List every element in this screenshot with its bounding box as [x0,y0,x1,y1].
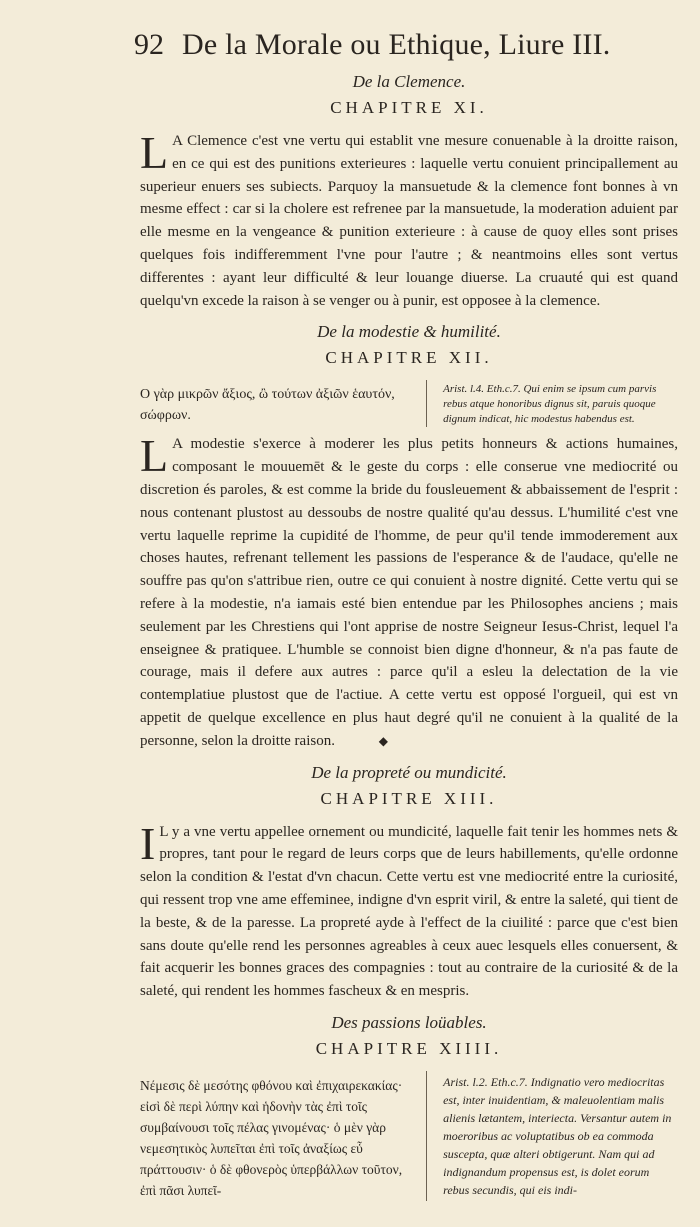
latin-note: Arist. l.2. Eth.c.7. Indignatio vero mediocritas est, inter inuidentiam, & maleuolentiam malis alienis lætantem, interiecta. Versantur autem in moeroribus ac voluptatibus ob ea commoda suscepta, quæ alteri obtigerunt. Nam qui ad indignandum propensus est, is dolet eorum rebus secundis, qui eis indi- [443,1074,672,1197]
ornament-mark: ◆ [378,733,388,748]
section-title: De la propreté ou mundicité. [311,762,507,782]
paragraph-body: A modestie s'exerce à moderer les plus petits honneurs & actions humaines, composant le mouuemēt & le geste du corps : elle conserue vne mediocrité ou discretion és paroles, & est comme la bride du fousleuement & abbaissement de l'esprit : nous contenant plustost au dessoubs de nostre qualité qu'au dessus. L'humilité c'est vne vertu laquelle reprime la cupidité de l'homme, de peur qu'il tende immoderement aux choses hautes, refrenant tellement les passions de l'esperance & de l'audace, qu'elle ne souffre pas qu'on s'attribue rien, outre ce qui conuient à nostre dignité. Cette vertu qui se refere à la modestie, n'a iamais esté bien entendue par les Philosophes anciens ; mais seulement par les Chrestiens qui l'ont apprise de nostre Seigneur Iesus-Christ, lequel l'a enseignee & pratiquee. L'humble se connoist bien digne d'honneur, & n'a pas faute de courage, mais il defere aux autres : parce qu'il a esleu la delectation de la vie contemplatiue plustost que de l'actiue. A cette vertu est opposé l'orgueil, qui est vn appetit de quelque excellence en plus haut degré qu'il ne conuient à la qualité de la personne, selon la droitte raison. [140,436,678,749]
chapter-xi [140,72,678,312]
drop-capital: I [140,817,156,869]
chapter-text [140,127,678,312]
chapter-text [140,817,678,1003]
column-divider [426,1071,427,1201]
section-title: Des passions loüables. [331,1012,487,1032]
running-title: De la Morale ou Ethique, Liure III. [182,28,611,61]
greek-quotation: Νέμεσις δὲ μεσότης φθόνου καὶ ἐπιχαιρεκακίας· εἰσὶ δὲ περὶ λύπην καὶ ἡδονὴν τὰς ἐπὶ τοῖς συμβαίνουσι τοῖς πέλας γινομένας· ὁ μὲν γὰρ νεμεσητικὸς λυπεῖται ἐπὶ τοῖς ἀναξίως εὖ πράττουσιν· ὁ δὲ φθονερὸς ὑπερβάλλων τοῦτον, ἐπὶ πᾶσι λυπεῖ- [140,1077,403,1198]
running-head [134,28,678,62]
page-number: 92 [134,28,164,61]
drop-capital: L [140,430,169,482]
paragraph-body: A Clemence c'est vne vertu qui establit vne mesure conuenable à la droitte raison, en ce qui est des punitions exterieures : laquelle vertu conuient principallement au superieur enuers ses subiects. Parquoy la mansuetude & la clemence font bonnes à vn mesme effect : car si la cholere est refrenee par la mansuetude, la moderation aduient par elle mesme en la vengeance & punition exterieure : à cause de quoy elles sont prises quelques fois indifferemment l'vne pour l'autre ; & neantmoins elles sont vertus differentes : ayant leur difficulté & leur louange diuerse. La cruauté qui est quand quelqu'vn excede la raison à se venger ou à punir, est opposee à la clemence. [140,133,678,309]
drop-capital: L [140,127,169,178]
chapter-heading: CHAPITRE XI. [330,98,488,117]
section-title: De la modestie & humilité. [317,322,501,342]
chapter-text [140,430,678,752]
latin-note: Arist. l.4. Eth.c.7. Qui enim se ipsum cum parvis rebus atque honoribus dignus sit, paruis quoque dignum indicat, hic modestus habendus est. [443,383,657,426]
chapter-heading: CHAPITRE XIIII. [315,1038,503,1058]
chapter-xii [140,322,678,752]
chapter-xiii [140,763,678,1003]
section-title: De la Clemence. [352,72,466,91]
chapter-xiiii [140,1013,678,1201]
chapter-heading: CHAPITRE XIII. [320,788,498,808]
citation-block [140,380,678,427]
chapter-heading: CHAPITRE XII. [325,348,493,368]
paragraph-body: L y a vne vertu appellee ornement ou mundicité, laquelle fait tenir les hommes nets & propres, tant pour le regard de leurs corps que de leurs habillements, qu'elle ordonne selon la condition & l'estat d'vn chacun. Cette vertu est vne mediocrité entre la curiosité, qui ressent trop vne ame effeminee, indigne d'vn esprit viril, & entre la saleté, qui tient de la beste, & de la paresse. La propreté ayde à l'effect de la ciuilité : parce que c'est bien sans doute qu'elle rend les personnes agreables à ceux auec lesquels elles conuersent, & fait acquerir les bonnes graces des compagnies : tout au contraire de la curiosité & de la saleté, qui rendent les hommes fascheux & en mespris. [140,823,678,1000]
citation-block [140,1071,678,1201]
greek-quotation: Ο γὰρ μικρῶν ἄξιος, ὢ τούτων ἀξιῶν ἑαυτόν, σώφρων. [140,387,395,424]
column-divider [426,380,427,427]
